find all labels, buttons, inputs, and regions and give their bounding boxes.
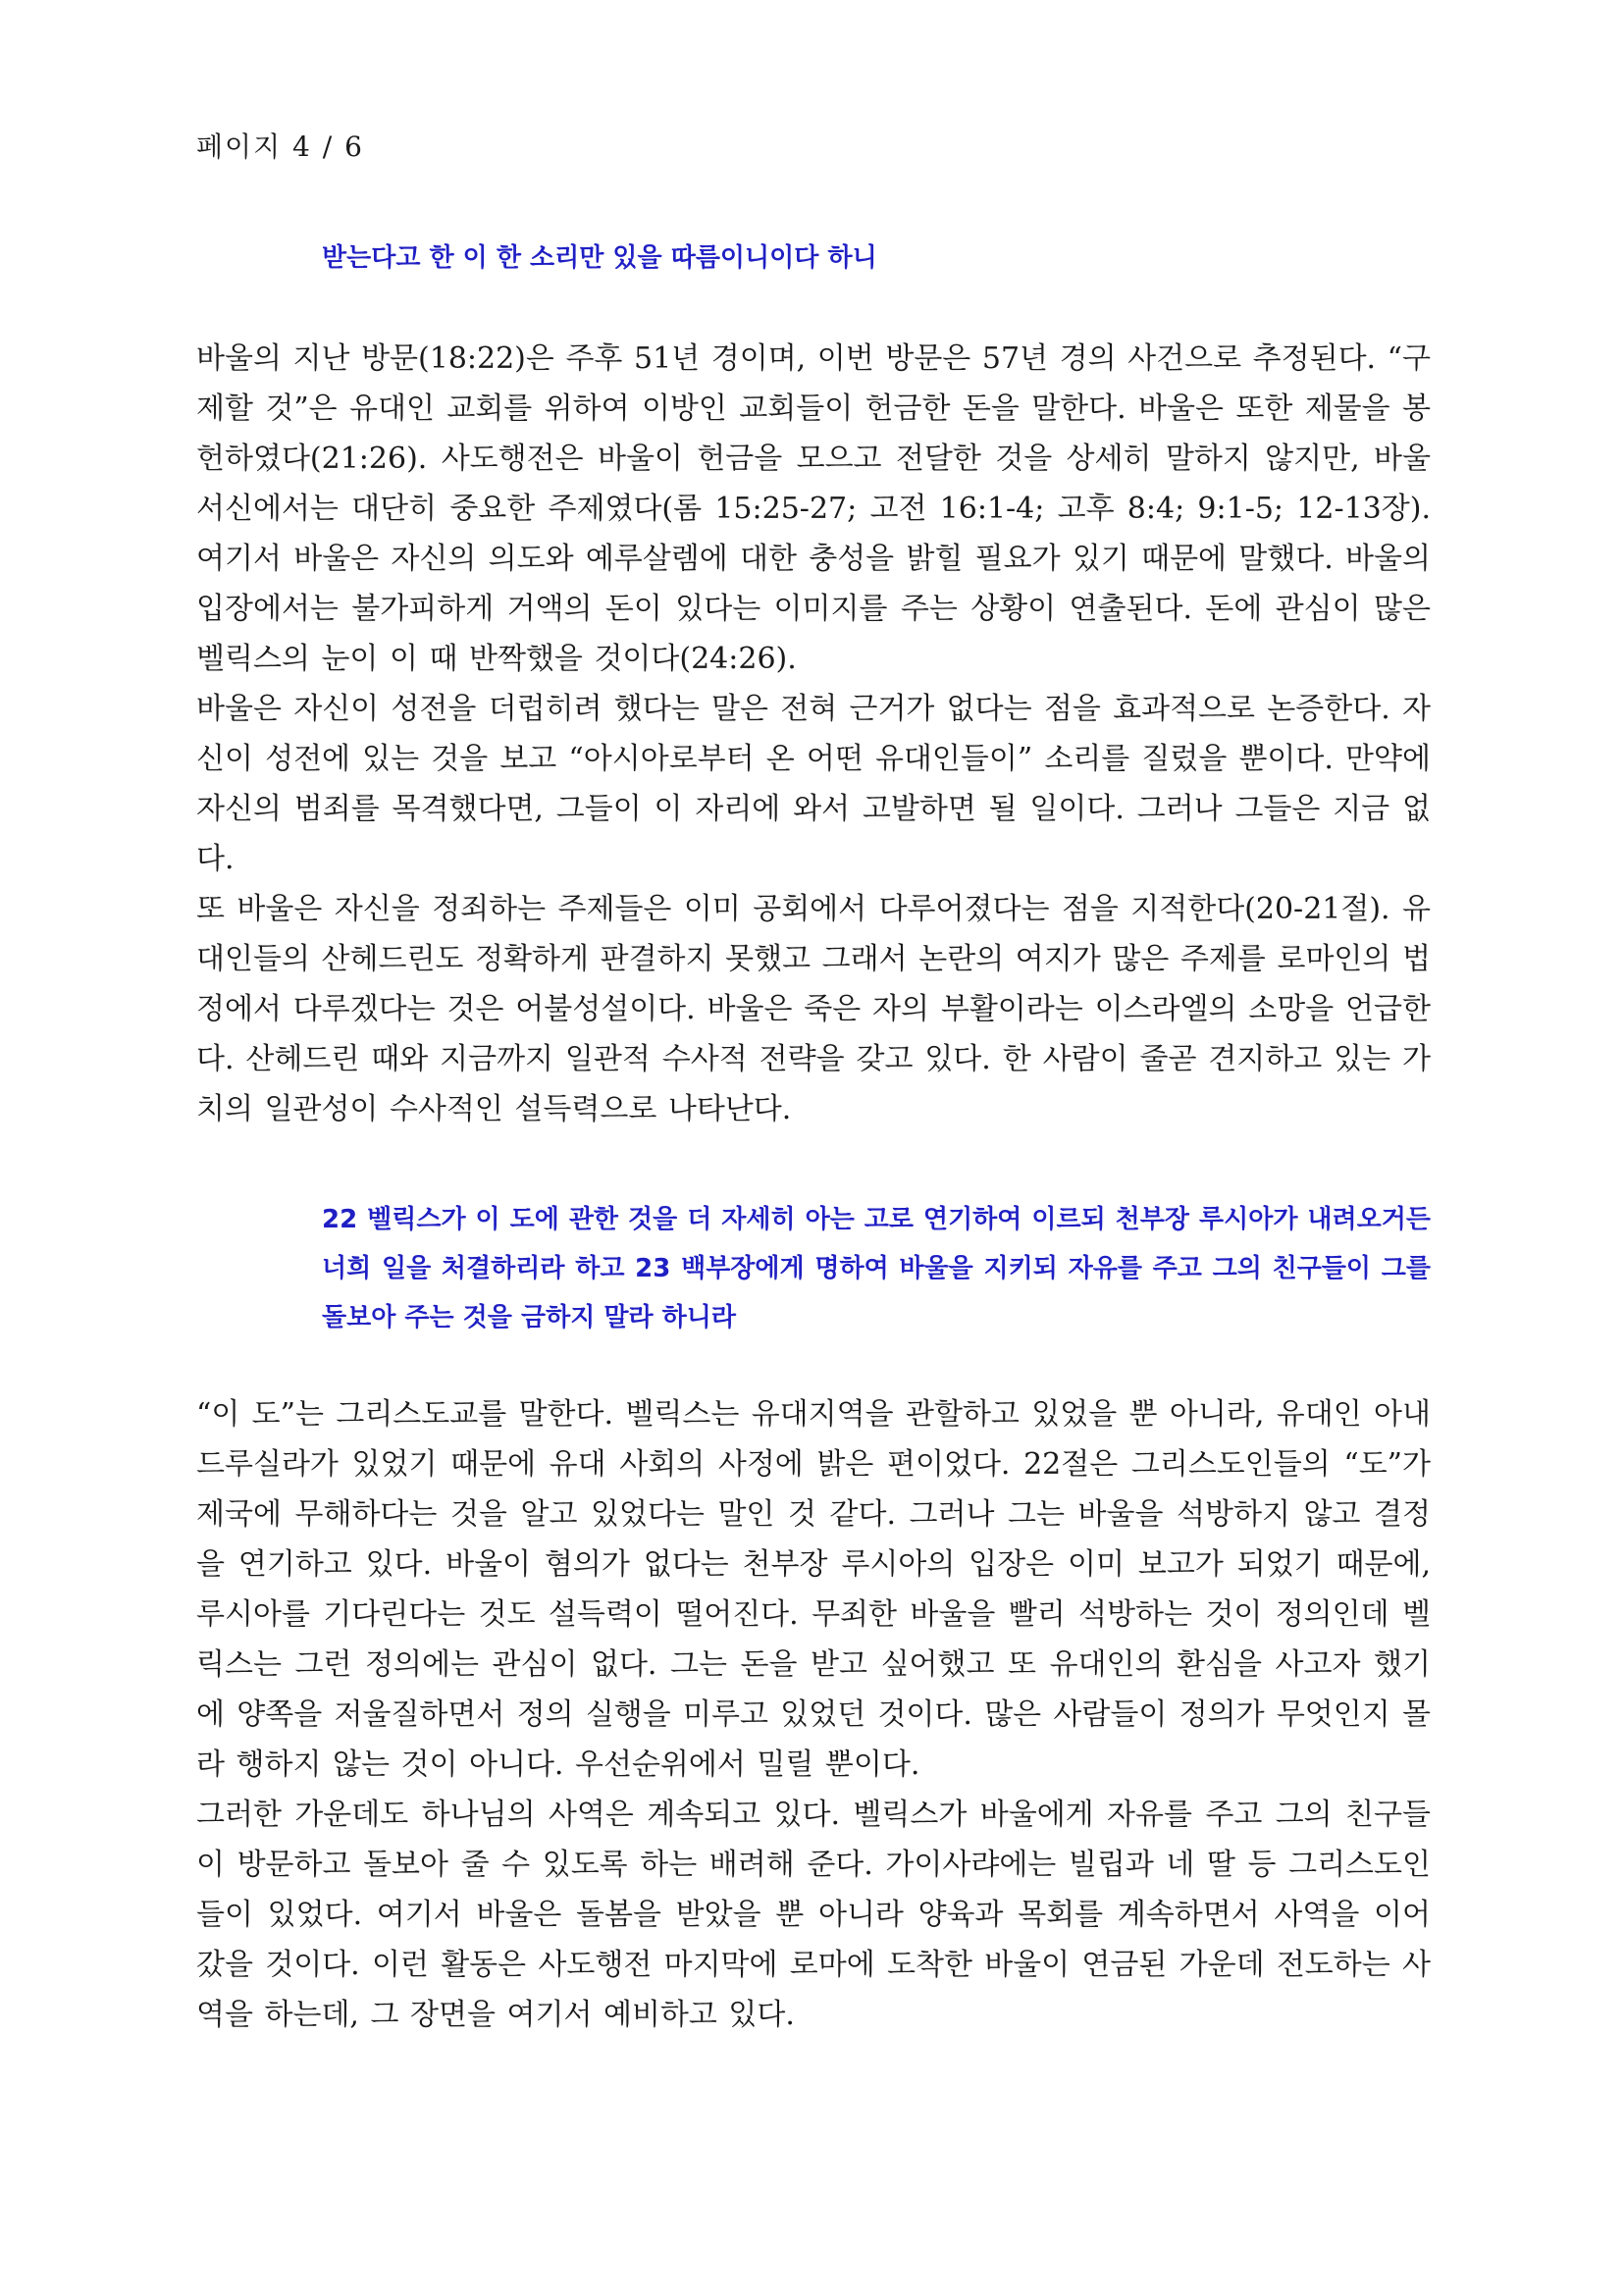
commentary-paragraph: “이 도”는 그리스도교를 말한다. 벨릭스는 유대지역을 관할하고 있었을 뿐 아니라, 유대인 아내 드루실라가 있었기 때문에 유대 사회의 사정에 밝은 편이었다. 22절은 그리스도인들의 “도”가 제국에 무해하다는 것을 알고 있었다는 말인 것 같다. 그러나 그는 바울을 석방하지 않고 결정을 연기하고 있다. 바울이 혐의가 없다는 천부장 루시아의 입장은 이미 보고가 되었기 때문에, 루시아를 기다린다는 것도 설득력이 떨어진다. 무죄한 바울을 빨리 석방하는 것이 정의인데 벨릭스는 그런 정의에는 관심이 없다. 그는 돈을 받고 싶어했고 또 유대인의 환심을 사고자 했기에 양쪽을 저울질하면서 정의 실행을 미루고 있었던 것이다. 많은 사람들이 정의가 무엇인지 몰라 행하지 않는 것이 아니다. 우선순위에서 밀릴 뿐이다. (196, 1397, 1431, 1782)
commentary-section-1 (196, 334, 1431, 1134)
scripture-verse-1: 받는다고 한 이 한 소리만 있을 따름이니이다 하니 (322, 243, 877, 273)
commentary-section-2 (196, 1389, 1431, 2040)
commentary-paragraph: 바울의 지난 방문(18:22)은 주후 51년 경이며, 이번 방문은 57년 경의 사건으로 추정된다. “구제할 것”은 유대인 교회를 위하여 이방인 교회들이 헌금한 돈을 말한다. 바울은 또한 제물을 봉헌하였다(21:26). 사도행전은 바울이 헌금을 모으고 전달한 것을 상세히 말하지 않지만, 바울서신에서는 대단히 중요한 주제였다(롬 15:25-27; 고전 16:1-4; 고후 8:4; 9:1-5; 12-13장). 여기서 바울은 자신의 의도와 예루살렘에 대한 충성을 밝힐 필요가 있기 때문에 말했다. 바울의 입장에서는 불가피하게 거액의 돈이 있다는 이미지를 주는 상황이 연출된다. 돈에 관심이 많은 벨릭스의 눈이 이 때 반짝했을 것이다(24:26). (196, 341, 1431, 676)
commentary-paragraph: 그러한 가운데도 하나님의 사역은 계속되고 있다. 벨릭스가 바울에게 자유를 주고 그의 친구들이 방문하고 돌보아 줄 수 있도록 하는 배려해 준다. 가이사랴에는 빌립과 네 딸 등 그리스도인들이 있었다. 여기서 바울은 돌봄을 받았을 뿐 아니라 양육과 목회를 계속하면서 사역을 이어 갔을 것이다. 이런 활동은 사도행전 마지막에 로마에 도착한 바울이 연금된 가운데 전도하는 사역을 하는데, 그 장면을 여기서 예비하고 있다. (196, 1798, 1431, 2032)
commentary-paragraph: 또 바울은 자신을 정죄하는 주제들은 이미 공회에서 다루어졌다는 점을 지적한다(20-21절). 유대인들의 산헤드린도 정확하게 판결하지 못했고 그래서 논란의 여지가 많은 주제를 로마인의 법정에서 다루겠다는 것은 어불성설이다. 바울은 죽은 자의 부활이라는 이스라엘의 소망을 언급한다. 산헤드린 때와 지금까지 일관적 수사적 전략을 갖고 있다. 한 사람이 줄곧 견지하고 있는 가치의 일관성이 수사적인 설득력으로 나타난다. (196, 892, 1431, 1126)
scripture-verse-2: 22 벨릭스가 이 도에 관한 것을 더 자세히 아는 고로 연기하여 이르되 천부장 루시아가 내려오거든 너희 일을 처결하리라 하고 23 백부장에게 명하여 바울을 지키되 자유를 주고 그의 친구들이 그를 돌보아 주는 것을 금하지 말라 하니라 (322, 1205, 1431, 1332)
page-number-header: 페이지 4 / 6 (196, 130, 364, 163)
commentary-paragraph: 바울은 자신이 성전을 더럽히려 했다는 말은 전혀 근거가 없다는 점을 효과적으로 논증한다. 자신이 성전에 있는 것을 보고 “아시아로부터 온 어떤 유대인들이” 소리를 질렀을 뿐이다. 만약에 자신의 범죄를 목격했다면, 그들이 이 자리에 와서 고발하면 될 일이다. 그러나 그들은 지금 없다. (196, 692, 1431, 876)
